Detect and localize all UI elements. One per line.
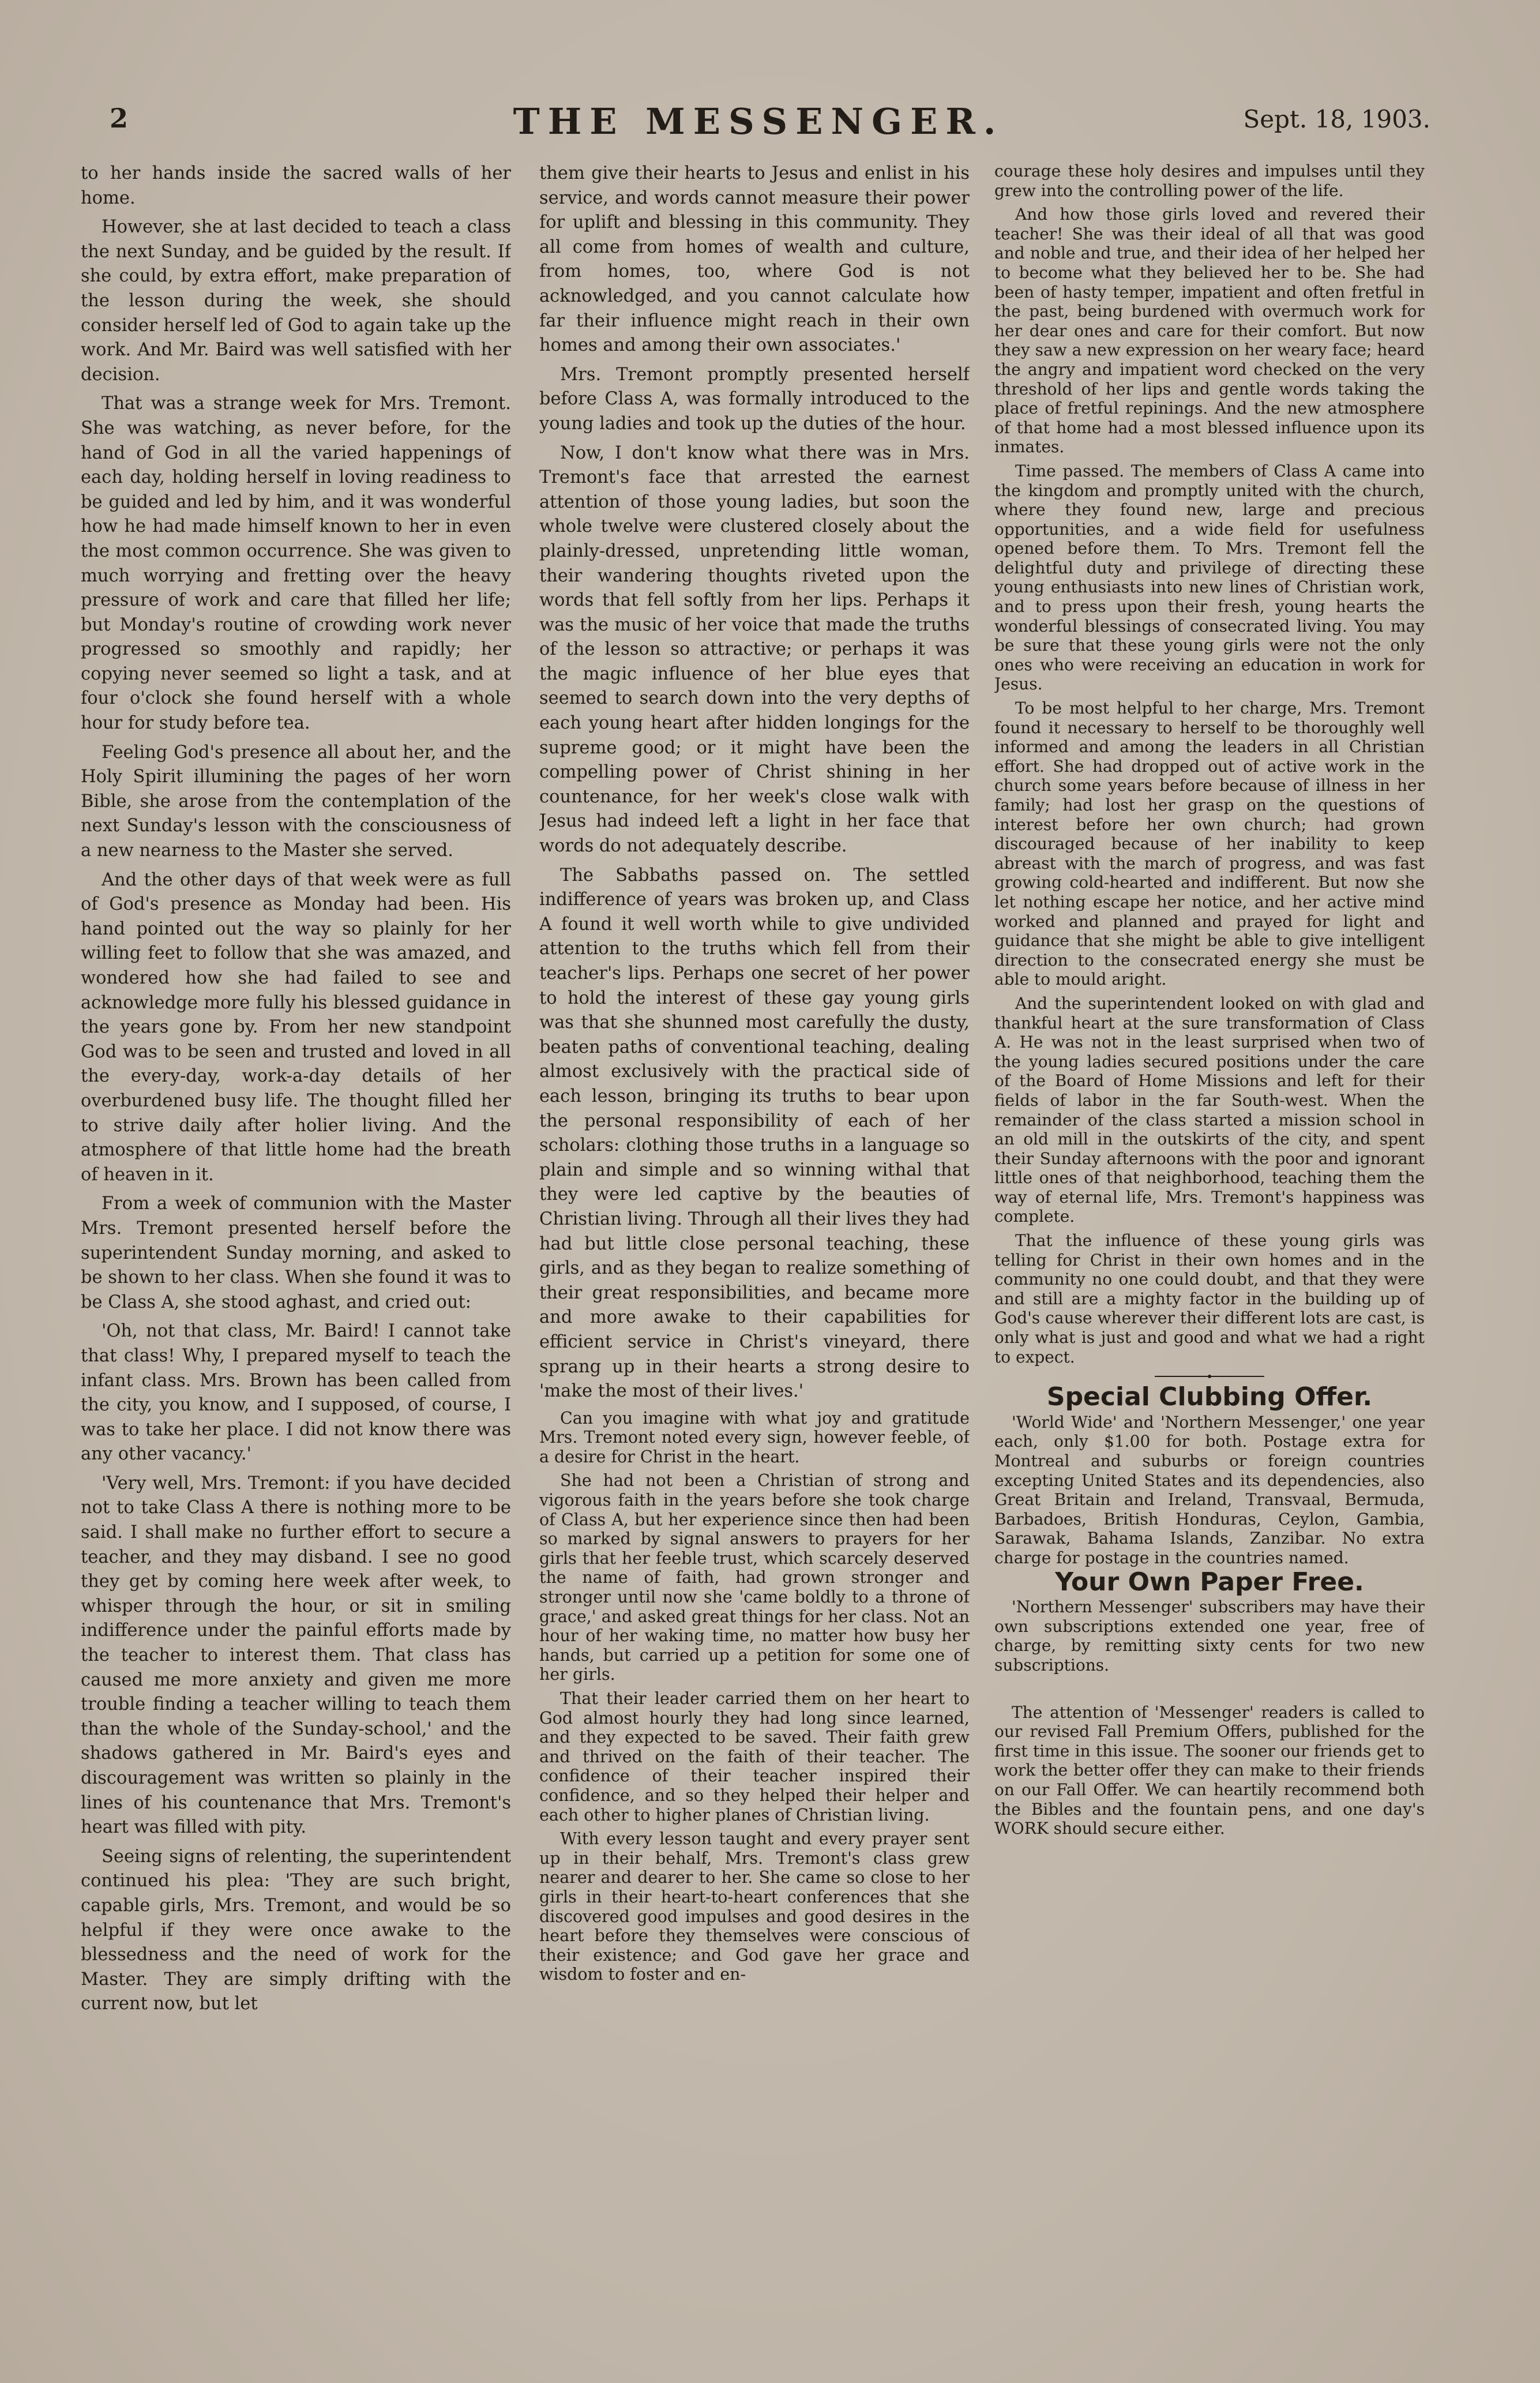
article-paragraph: With every lesson taught and every prayer sent up in their behalf, Mrs. Tremont's class grew nearer and dearer to her. She came so close to her girls in their heart-to-heart conferences that she discovered good impulses and good desires in the heart before they themselves were conscious of their existence; and God gave her grace and wisdom to foster and en- [539,1829,970,1984]
article-paragraph: That their leader carried them on her heart to God almost hourly they had long since learned, and they expected to be saved. Their faith grew and thrived on the faith of their teacher. The confidence of their teacher inspired their confidence, and so they helped their helper and each other to higher planes of Christian living. [539,1689,970,1825]
column-3 [994,162,1425,2284]
article-paragraph: 'Very well, Mrs. Tremont: if you have decided not to take Class A there is nothing more to be said. I shall make no further effort to secure a teacher, and they may disband. I see no good they get by coming here week after week, to whisper through the hour, or sit in smiling indifference under the painful efforts made by the teacher to interest them. That class has caused me more anxiety and given me more trouble finding a teacher willing to teach them than the whole of the Sunday-school,' and the shadows gathered in Mr. Baird's eyes and discouragement was written so plainly in the lines of his countenance that Mrs. Tremont's heart was filled with pity. [81,1473,511,1838]
article-paragraph: However, she at last decided to teach a class the next Sunday, and be guided by the result. If she could, by extra effort, make preparation of the lesson during the week, she should consider herself led of God to again take up the work. And Mr. Baird was well satisfied with her decision. [81,217,511,385]
article-paragraph: And the superintendent looked on with glad and thankful heart at the sure transformation of Class A. He was not in the least surprised when two of the young ladies secured positions under the care of the Board of Home Missions and left for their fields of labor in the far South-west. When the remainder of the class started a mission school in an old mill in the outskirts of the city, and spent their Sunday afternoons with the poor and ignorant little ones of that neighborhood, teaching them the way of eternal life, Mrs. Tremont's happiness was complete. [994,993,1425,1226]
clubbing-offer-title: Special Clubbing Offer. [1046,1382,1373,1412]
article-paragraph: to her hands inside the sacred walls of her home. [81,163,511,208]
column-1 [81,162,511,2284]
article-paragraph: That was a strange week for Mrs. Tremont. She was watching, as never before, for the hand of God in all the varied happenings of each day, holding herself in loving readiness to be guided and led by him, and it was wonderful how he had made himself known to her in even the most common occurrence. She was given to much worrying and fretting over the heavy pressure of work and care that filled her life; but Monday's routine of crowding work never progressed so smoothly and rapidly; her copying never seemed so light a task, and at four o'clock she found herself with a whole hour for study before tea. [81,393,511,734]
free-paper-body: 'Northern Messenger' subscribers may have their own subscriptions extended one year, free of charge, by remitting sixty cents for two new subscriptions. [994,1597,1425,1675]
issue-date: Sept. 18, 1903. [1243,105,1430,133]
column-2-lower [539,1409,970,1984]
article-paragraph: From a week of communion with the Master Mrs. Tremont presented herself before the superintendent Sunday morning, and asked to be shown to her class. When she found it was to be Class A, she stood aghast, and cried out: [81,1194,511,1312]
premium-notice: The attention of 'Messenger' readers is called to our revised Fall Premium Offers, published for the first time in this issue. The sooner our friends get to work the better offer they can make to their friends on our Fall Offer. We can heartily recommend both the Bibles and the fountain pens, and one day's WORK should secure either. [994,1702,1425,1838]
column-2 [539,162,970,2284]
page-number: 2 [110,103,129,134]
article-paragraph: Can you imagine with what joy and gratitude Mrs. Tremont noted every sign, however feeble, of a desire for Christ in the heart. [539,1408,970,1466]
article-paragraph: Seeing signs of relenting, the superintendent continued his plea: 'They are such bright, capable girls, Mrs. Tremont, and would be so helpful if they were once awake to the blessedness and the need of work for the Master. They are simply drifting with the current now, but let [81,1846,511,2014]
article-paragraph: She had not been a Christian of strong and vigorous faith in the years before she took charge of Class A, but her experience since then had been so marked by signal answers to prayers for her girls that her feeble trust, which scarcely deserved the name of faith, had grown stronger and stronger until now she 'came boldly to a throne of grace,' and asked great things for her class. Not an hour of her waking time, no matter how busy her hands, but carried up a petition for some one of her girls. [539,1471,970,1684]
article-paragraph: 'Oh, not that class, Mr. Baird! I cannot take that class! Why, I prepared myself to teach the infant class. Mrs. Brown has been called from the city, you know, and I supposed, of course, I was to take her place. I did not know there was any other vacancy.' [81,1321,511,1465]
section-divider [1155,1375,1264,1378]
free-paper-title: Your Own Paper Free. [1055,1567,1364,1597]
masthead-title: THE MESSENGER. [513,100,1004,142]
article-paragraph: And the other days of that week were as full of God's presence as Monday had been. His hand pointed out the way so plainly for her willing feet to follow that she was amazed, and wondered how she had failed to see and acknowledge more fully his blessed guidance in the years gone by. From her new standpoint God was to be seen and trusted and loved in all the every-day, work-a-day details of her overburdened busy life. The thought filled her to strive daily after holier living. And the atmosphere of that little home had the breath of heaven in it. [81,869,511,1185]
article-paragraph: Feeling God's presence all about her, and the Holy Spirit illumining the pages of her worn Bible, she arose from the contemplation of the next Sunday's lesson with the consciousness of a new nearness to the Master she served. [81,742,511,861]
page-header [87,92,1430,144]
article-paragraph: Now, I don't know what there was in Mrs. Tremont's face that arrested the earnest attention of those young ladies, but soon the whole twelve were clustered closely about the plainly-dressed, unpretending little woman, their wandering thoughts riveted upon the words that fell softly from her lips. Perhaps it was the music of her voice that made the truths of the lesson so attractive; or perhaps it was the magic influence of her blue eyes that seemed to search down into the very depths of each young heart after hidden longings for the supreme good; or it might have been the compelling power of Christ shining in her countenance, for her week's close walk with Jesus had indeed left a light in her face that words do not adequately describe. [539,442,970,857]
article-paragraph: To be most helpful to her charge, Mrs. Tremont found it necessary to herself to be thoroughly well informed and among the leaders in all Christian effort. She had dropped out of active work in the church some years before because of illness in her family; had lost her grasp on the questions of interest before her own church; had grown discouraged because of her inability to keep abreast with the march of progress, and was fast growing cold-hearted and indifferent. But now she let nothing escape her notice, and her active mind worked and planned and prayed for light and guidance that she might be able to give intelligent direction to the consecrated energy she must be able to mould aright. [994,699,1425,989]
article-paragraph: courage these holy desires and impulses until they grew into the controlling power of the life. [994,162,1425,200]
article-paragraph: Mrs. Tremont promptly presented herself before Class A, was formally introduced to the young ladies and took up the duties of the hour. [539,364,970,434]
article-paragraph: The Sabbaths passed on. The settled indifference of years was broken up, and Class A found it well worth while to give undivided attention to the truths which fell from their teacher's lips. Perhaps one secret of her power to hold the interest of these gay young girls was that she shunned most carefully the dusty, beaten paths of conventional teaching, dealing almost exclusively with the practical side of each lesson, bringing its truths to bear upon the personal responsibility of each of her scholars: clothing those truths in a language so plain and simple and so winning withal that they were led captive by the beauties of Christian living. Through all their lives they had had but little close personal teaching, these girls, and as they began to realize something of their great responsibilities, and became more and more awake to their capabilities for efficient service in Christ's vineyard, there sprang up in their hearts a strong desire to 'make the most of their lives.' [539,865,970,1402]
article-paragraph: And how those girls loved and revered their teacher! She was their ideal of all that was good and noble and true, and their idea of her helped her to become what they believed her to be. She had been of hasty temper, impatient and often fretful in the past, being burdened with overmuch work for her dear ones and care for their comfort. But now they saw a new expression on her weary face; heard the angry and impatient word checked on the very threshold of her lips and gentle words taking the place of fretful repinings. And the new atmosphere of that home had a most blessed influence upon its inmates. [994,205,1425,457]
article-paragraph: them give their hearts to Jesus and enlist in his service, and words cannot measure their power for uplift and blessing in this community. They all come from homes of wealth and culture, from homes, too, where God is not acknowledged, and you cannot calculate how far their influence might reach in their own homes and among their own associates.' [539,163,970,356]
spacer [994,1680,1425,1703]
clubbing-offer-body: 'World Wide' and 'Northern Messenger,' one year each, only $1.00 for both. Postage extra for Montreal and suburbs or foreign countries excepting United States and its dependencies, also Great Britain and Ireland, Transvaal, Bermuda, Barbadoes, British Honduras, Ceylon, Gambia, Sarawak, Bahama Islands, Zanzibar. No extra charge for postage in the countries named. [994,1412,1425,1567]
article-paragraph: Time passed. The members of Class A came into the kingdom and promptly united with the church, where they found new, large and precious opportunities, and a wide field for usefulness opened before them. To Mrs. Tremont fell the delightful duty and privilege of directing these young enthusiasts into new lines of Christian work, and to press upon their fresh, young hearts the wonderful blessings of consecrated living. You may be sure that these young girls were not the only ones who were receiving an education in work for Jesus. [994,461,1425,694]
article-paragraph: That the influence of these young girls was telling for Christ in their own homes and in the community no one could doubt, and that they were and still are a mighty factor in the building up of God's cause wherever their different lots are cast, is only what is just and good and what we had a right to expect. [994,1231,1425,1367]
